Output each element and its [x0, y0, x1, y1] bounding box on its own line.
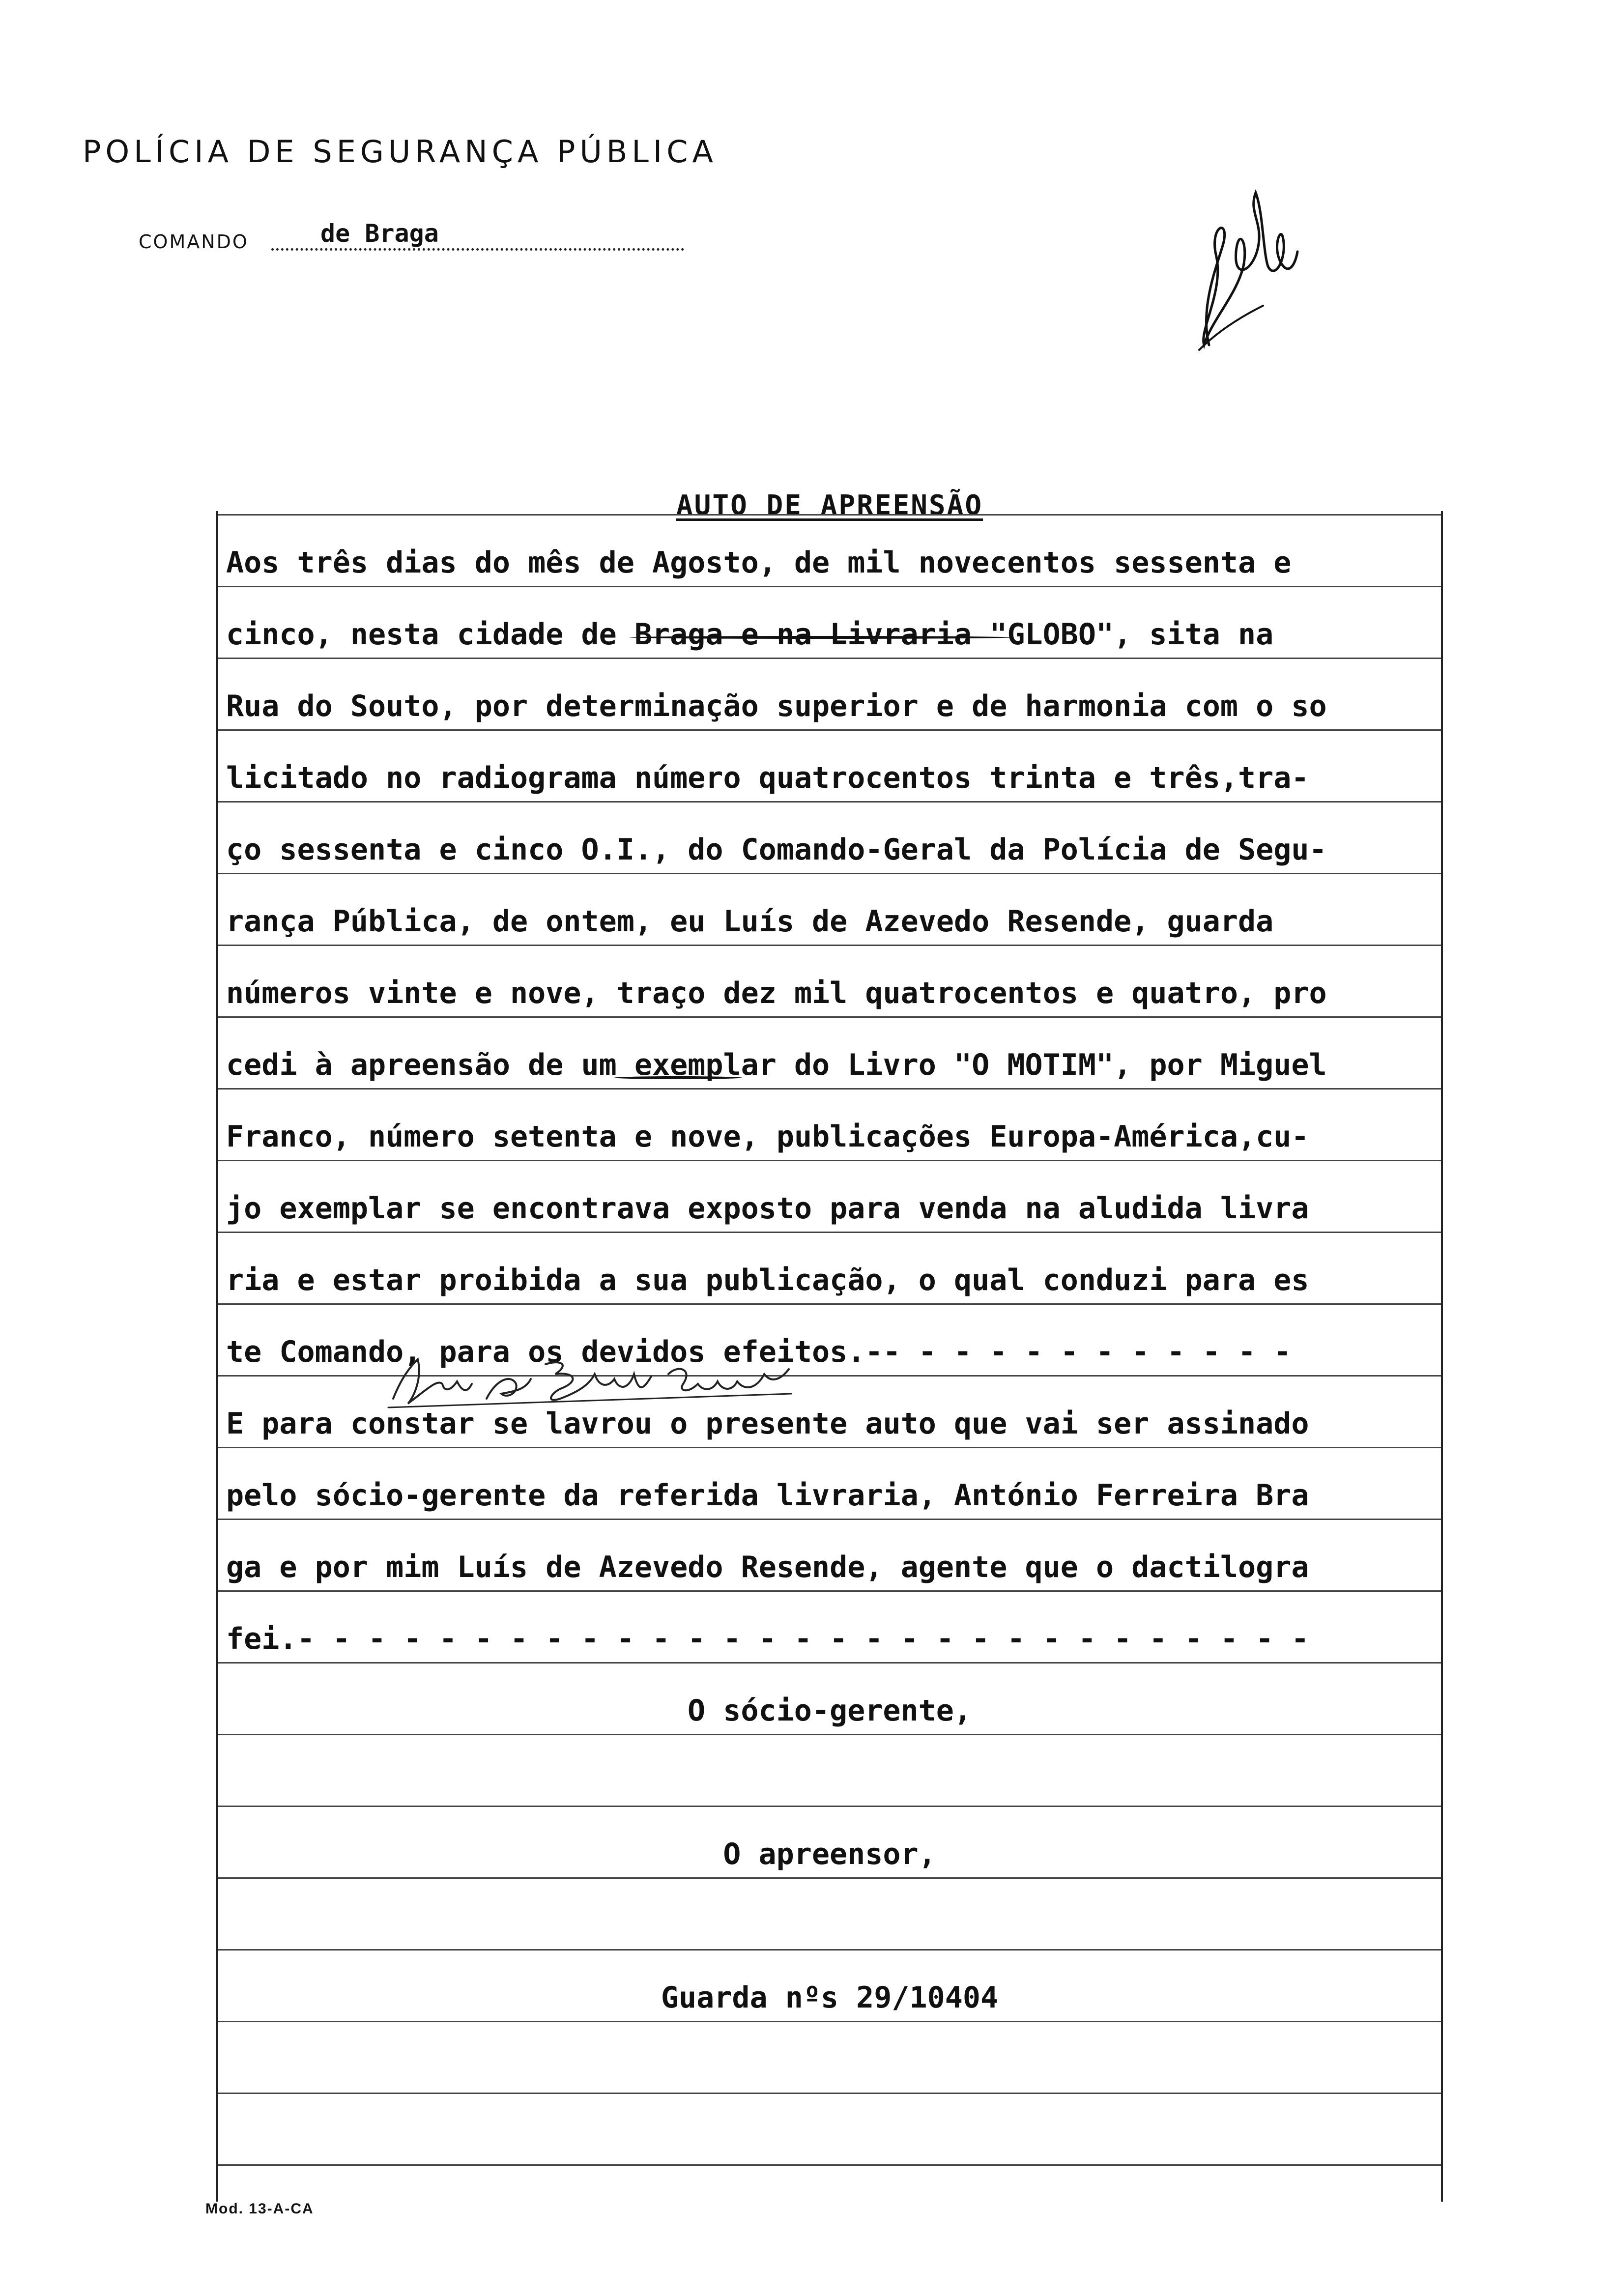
comando-value: de Braga — [320, 219, 439, 248]
body-line-4: licitado no radiograma número quatrocentos trinta e três,tra- — [226, 761, 1309, 795]
ruled-line — [218, 873, 1441, 874]
ruled-line — [218, 1016, 1441, 1018]
ruled-line — [218, 1662, 1441, 1664]
comando-label: COMANDO — [139, 231, 249, 253]
title-wrap — [216, 489, 1443, 521]
rubric-signature-icon — [1189, 183, 1302, 360]
ruled-line — [218, 2164, 1441, 2166]
body-line-15: ga e por mim Luís de Azevedo Resende, agente que o dactilogra — [226, 1550, 1309, 1584]
socio-gerente-label: O sócio-gerente, — [688, 1693, 972, 1728]
ruled-line — [218, 1877, 1441, 1879]
body-line-1: Aos três dias do mês de Agosto, de mil novecentos sessenta e — [226, 545, 1292, 580]
ruled-line — [218, 1160, 1441, 1161]
body-line-16: fei.- - - - - - - - - - - - - - - - - - - - - - - - - - - - - — [226, 1622, 1309, 1656]
ruled-line — [218, 1447, 1441, 1448]
apreensor-signature-icon — [383, 1345, 796, 1413]
ruled-line — [218, 1590, 1441, 1592]
comando-field — [139, 220, 684, 255]
left-margin-line — [216, 511, 218, 2202]
ruled-line — [218, 1232, 1441, 1233]
body-line-3: Rua do Souto, por determinação superior e de harmonia com o so — [226, 689, 1327, 723]
ruled-line — [218, 514, 1441, 516]
header-title: POLÍCIA DE SEGURANÇA PÚBLICA — [83, 134, 718, 170]
body-line-6: rança Pública, de ontem, eu Luís de Azevedo Resende, guarda — [226, 904, 1274, 939]
ruled-line — [218, 1519, 1441, 1520]
ruled-line — [218, 658, 1441, 659]
handwritten-underline — [614, 1076, 742, 1079]
body-line-13: E para constar se lavrou o presente auto que vai ser assinado — [226, 1406, 1309, 1441]
body-line-14: pelo sócio-gerente da referida livraria, António Ferreira Bra — [226, 1478, 1309, 1513]
guard-number-label: Guarda nºs 29/10404 — [661, 1980, 999, 2015]
ruled-line — [218, 1806, 1441, 1807]
body-line-12: te Comando, para os devidos efeitos.-- - - - - - - - - - - - — [226, 1335, 1292, 1369]
ruled-line — [218, 729, 1441, 731]
comando-dotted-line — [271, 248, 684, 251]
ruled-line — [218, 2021, 1441, 2022]
ruled-line — [218, 586, 1441, 587]
body-line-8: cedi à apreensão de um exemplar do Livro "O MOTIM", por Miguel — [226, 1048, 1327, 1082]
body-line-10: jo exemplar se encontrava exposto para venda na aludida livra — [226, 1191, 1309, 1226]
ruled-line — [218, 1734, 1441, 1735]
ruled-line — [218, 801, 1441, 803]
ruled-line — [218, 2093, 1441, 2094]
body-line-5: ço sessenta e cinco O.I., do Comando-Geral da Polícia de Segu- — [226, 832, 1327, 867]
handwritten-underline — [629, 636, 1012, 639]
right-margin-line — [1441, 511, 1443, 2202]
form-model-code: Mod. 13-A-CA — [205, 2201, 314, 2217]
body-line-7: números vinte e nove, traço dez mil quatrocentos e quatro, pro — [226, 976, 1327, 1010]
ruled-line — [218, 1303, 1441, 1305]
ruled-line — [218, 1088, 1441, 1090]
body-line-9: Franco, número setenta e nove, publicações Europa-América,cu- — [226, 1119, 1309, 1154]
ruled-line — [218, 1949, 1441, 1951]
apreensor-label: O apreensor, — [723, 1837, 936, 1871]
document-title: AUTO DE APREENSÃO — [676, 489, 983, 521]
body-line-11: ria e estar proibida a sua publicação, o qual conduzi para es — [226, 1263, 1309, 1297]
ruled-line — [218, 945, 1441, 946]
body-line-2: cinco, nesta cidade de Braga e na Livraria "GLOBO", sita na — [226, 617, 1274, 652]
